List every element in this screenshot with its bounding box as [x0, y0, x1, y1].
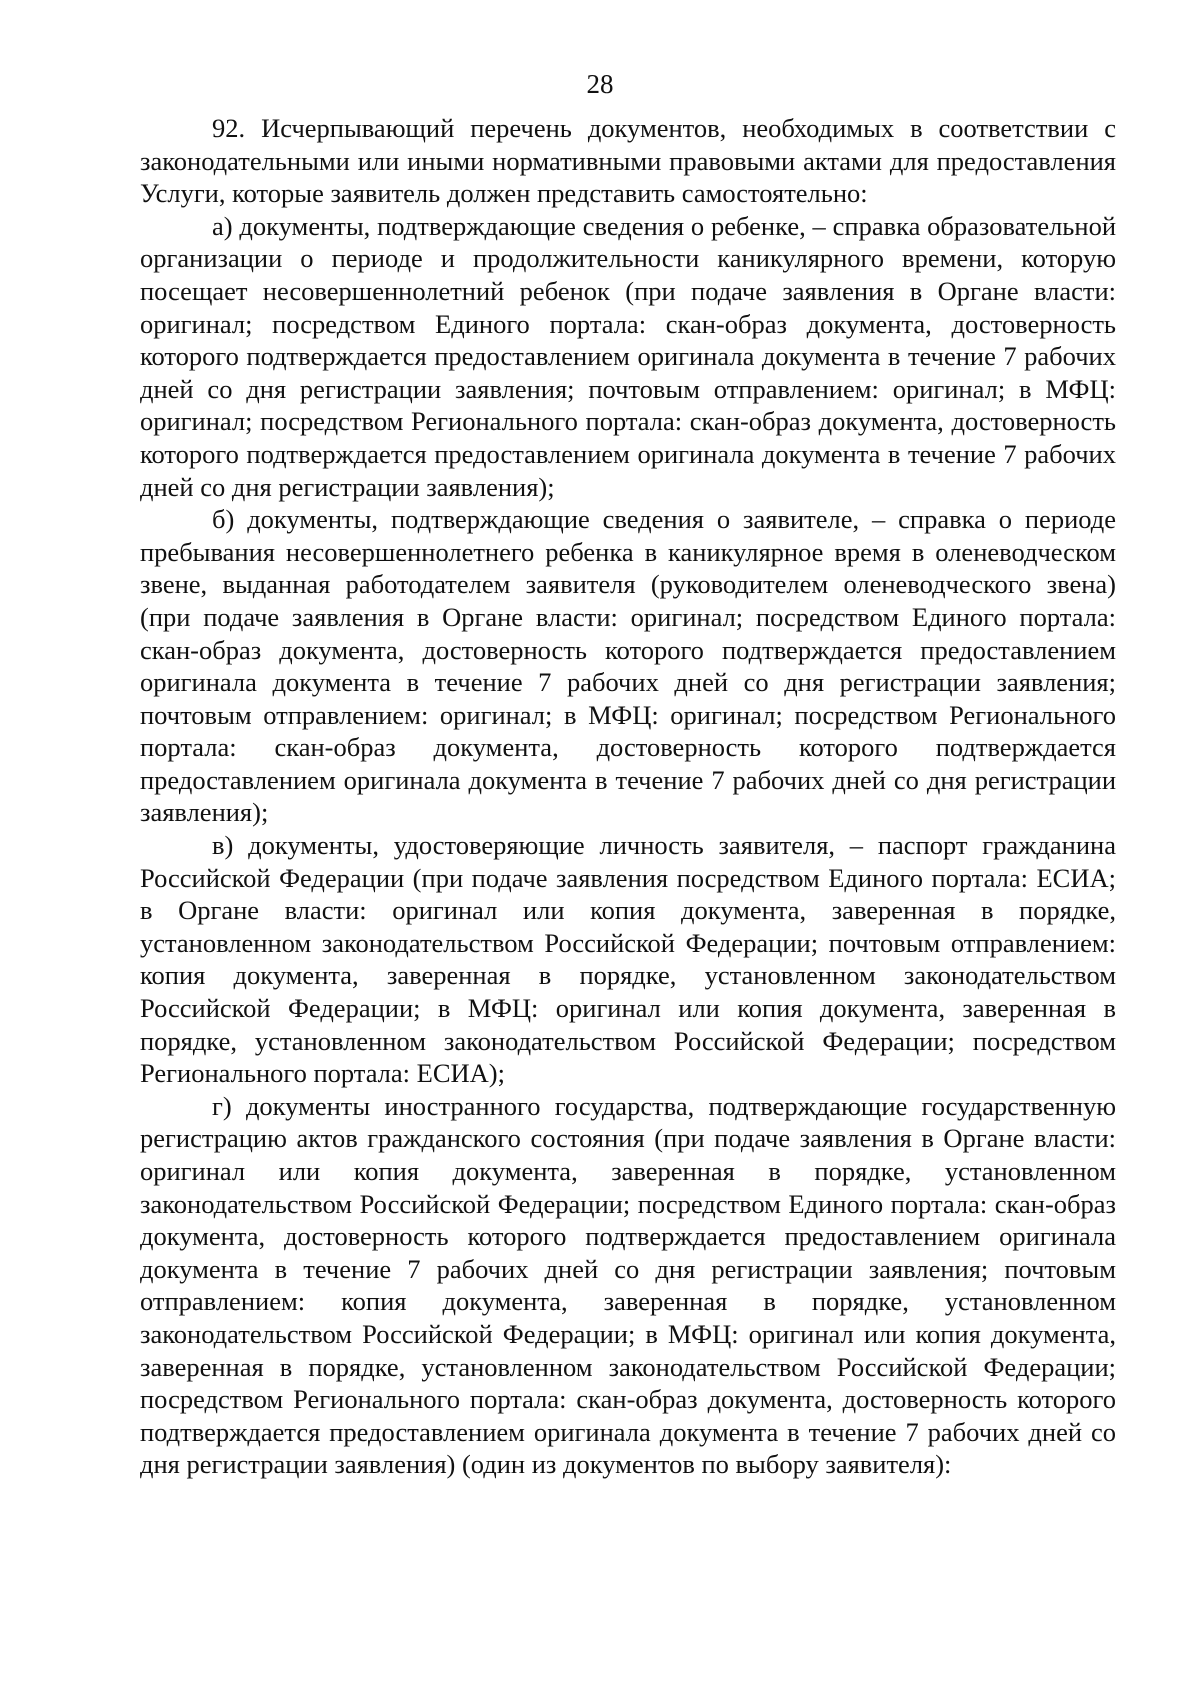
paragraph-item-b: б) документы, подтверждающие сведения о заявителе, – справка о периоде пребывания несовершеннолетнего ребенка в каникулярное время в оленеводческом звене, выданная работодателем заявителя (руководителем оленеводческого звена) (при подаче заявления в Органе власти: оригинал; посредством Единого портала: скан-образ документа, достоверность которого подтверждается предоставлением оригинала документа в течение 7 рабочих дней со дня регистрации заявления; почтовым отправлением: оригинал; в МФЦ: оригинал; посредством Регионального портала: скан-образ документа, достоверность которого подтверждается предоставлением оригинала документа в течение 7 рабочих дней со дня регистрации заявления);	[140, 504, 1116, 828]
document-body	[140, 112, 1116, 1481]
paragraph-92: 92. Исчерпывающий перечень документов, необходимых в соответствии с законодательными или иными нормативными правовыми актами для предоставления Услуги, которые заявитель должен представить самостоятельно:	[140, 113, 1116, 209]
paragraph-item-v: в) документы, удостоверяющие личность заявителя, – паспорт гражданина Российской Федерации (при подаче заявления посредством Единого портала: ЕСИА; в Органе власти: оригинал или копия документа, заверенная в порядке, установленном законодательством Российской Федерации; почтовым отправлением: копия документа, заверенная в порядке, установленном законодательством Российской Федерации; в МФЦ: оригинал или копия документа, заверенная в порядке, установленном законодательством Российской Федерации; посредством Регионального портала: ЕСИА);	[140, 830, 1116, 1089]
paragraph-item-g: г) документы иностранного государства, подтверждающие государственную регистрацию актов гражданского состояния (при подаче заявления в Органе власти: оригинал или копия документа, заверенная в порядке, установленном законодательством Российской Федерации; посредством Единого портала: скан-образ документа, достоверность которого подтверждается предоставлением оригинала документа в течение 7 рабочих дней со дня регистрации заявления; почтовым отправлением: копия документа, заверенная в порядке, установленном законодательством Российской Федерации; в МФЦ: оригинал или копия документа, заверенная в порядке, установленном законодательством Российской Федерации; посредством Регионального портала: скан-образ документа, достоверность которого подтверждается предоставлением оригинала документа в течение 7 рабочих дней со дня регистрации заявления) (один из документов по выбору заявителя):	[140, 1090, 1116, 1480]
paragraph-item-a: а) документы, подтверждающие сведения о ребенке, – справка образовательной организации о периоде и продолжительности каникулярного времени, которую посещает несовершеннолетний ребенок (при подаче заявления в Органе власти: оригинал; посредством Единого портала: скан-образ документа, достоверность которого подтверждается предоставлением оригинала документа в течение 7 рабочих дней со дня регистрации заявления; почтовым отправлением: оригинал; в МФЦ: оригинал; посредством Регионального портала: скан-образ документа, достоверность которого подтверждается предоставлением оригинала документа в течение 7 рабочих дней со дня регистрации заявления);	[140, 210, 1116, 502]
page-number: 28	[586, 69, 614, 99]
